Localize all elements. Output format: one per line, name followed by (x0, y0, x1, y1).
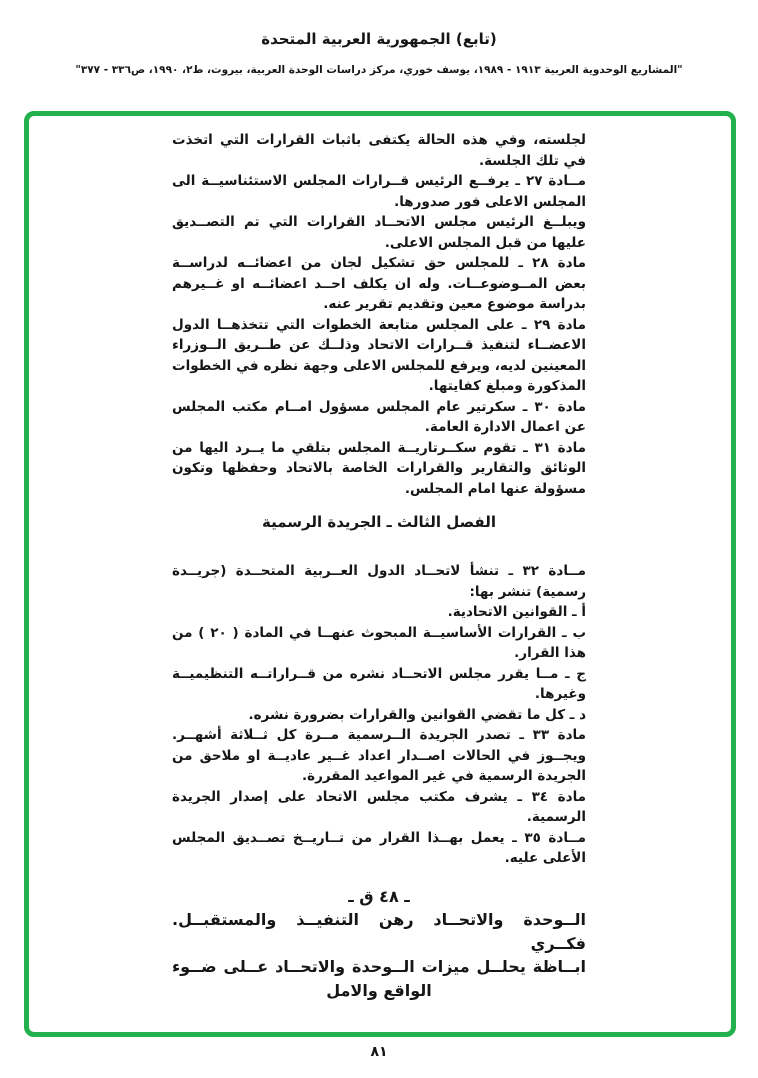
body-line: ويبلــغ الرئيس مجلس الاتحــاد القرارات التي تم التصــديق (172, 214, 586, 230)
body-line: هذا القرار. (514, 645, 586, 661)
body-line: الوثائق والتقارير والقرارات الخاصة بالاتحاد وحفظها وتكون (172, 460, 586, 476)
body-line: عليها من قبل المجلس الاعلى. (384, 234, 586, 251)
article-text (172, 130, 586, 869)
page-header-title: (تابع) الجمهورية العربية المتحدة (261, 30, 497, 48)
body-line: الأعلى عليه. (504, 850, 586, 866)
body-line: بدراسة موضوع معين وتقديم تقرير عنه. (323, 296, 586, 312)
body-line: د ـ كل ما تقضي القوانين والقرارات بضرورة نشره. (248, 706, 586, 723)
body-line: ج ـ مــا يقرر مجلس الاتحــاد نشره من قــراراتــه التنظيميــة (172, 665, 586, 682)
body-line: مادة ٣٠ ـ سكرتير عام المجلس مسؤول امــام مكتب المجلس (172, 398, 586, 415)
section-heading: الفصل الثالث ـ الجريدة الرسمية (262, 513, 496, 531)
appendix-line: الــوحدة والاتحــاد رهن التنفيــذ والمستقبــل. فكــري (172, 910, 586, 953)
body-line: وغيرها. (534, 686, 586, 702)
appendix-line: ابــاظة يحلــل ميزات الــوحدة والاتحــاد عــلى ضــوء (172, 957, 586, 976)
appendix-entry (172, 885, 586, 1003)
body-line: مــادة ٣٢ ـ تنشأ لاتحــاد الدول العــربية المتحــدة (جريــدة (172, 563, 586, 579)
body-line: مــادة ٣٥ ـ يعمل بهــذا القرار من تــاريــخ تصــديق المجلس (172, 829, 586, 846)
body-line: ويجــوز في الحالات اصــدار اعداد غــير عاديــة او ملاحق من (172, 747, 586, 764)
body-line: المعينين لديه، ويرفع للمجلس الاعلى وجهة نظره في الخطوات (172, 357, 586, 374)
body-line: مادة ٣٤ ـ يشرف مكتب مجلس الاتحاد على إصدار الجريدة (172, 788, 586, 805)
body-line: الجريدة الرسمية في غير المواعيد المقررة. (301, 768, 586, 784)
body-line: ب ـ القرارات الأساسيــة المبحوث عنهــا في المادة ( ٢٠ ) من (172, 624, 587, 641)
document-body (172, 130, 586, 1002)
body-line: لجلسته، وفي هذه الحالة يكتفى باثبات القرارات التي اتخذت (172, 132, 586, 148)
body-line: مادة ٣٣ ـ تصدر الجريدة الــرسمية مــرة كل ثــلاثة أشهــر. (172, 727, 586, 743)
body-line: أ ـ القوانين الاتحادية. (447, 604, 586, 620)
body-line: الرسمية. (526, 809, 586, 825)
body-line: مــادة ٢٧ ـ يرفــع الرئيس قــرارات المجلس الاستئناسيــة الى (172, 173, 586, 189)
body-line: مسؤولة عنها امام المجلس. (404, 480, 586, 497)
appendix-line: ـ ٤٨ ق ـ (348, 886, 410, 906)
body-line: عن اعمال الادارة العامة. (424, 419, 586, 435)
body-line: رسمية) تنشر بها: (469, 583, 586, 600)
body-line: في تلك الجلسة. (478, 152, 586, 169)
body-line: مادة ٢٩ ـ على المجلس متابعة الخطوات التي تتخذهــا الدول (172, 316, 586, 333)
page-header-citation: "المشاريع الوحدوية العربية ١٩١٣ - ١٩٨٩، يوسف خوري، مركز دراسات الوحدة العربية، بيروت، ط٢، ١٩٩٠، ص٣٣٦ - ٣٧٧" (75, 64, 683, 76)
body-line: المذكورة ومبلغ كفايتها. (428, 378, 586, 394)
body-line: المجلس الاعلى فور صدورها. (394, 193, 586, 210)
body-line: بعض المــوضوعــات. وله ان يكلف احــد اعضائــه او غــيرهم (172, 275, 586, 292)
body-line: مادة ٢٨ ـ للمجلس حق تشكيل لجان من اعضائــه لدراســة (172, 255, 587, 271)
body-line: الاعضــاء لتنفيذ قــرارات الاتحاد وذلــك عن طــريق الــوزراء (172, 337, 586, 353)
page-number: ٨١ (370, 1044, 388, 1060)
appendix-line: الواقع والامل (326, 980, 432, 1000)
body-line: مادة ٣١ ـ تقوم سكــرتاريــة المجلس بتلقي ما يــرد اليها من (172, 439, 586, 456)
